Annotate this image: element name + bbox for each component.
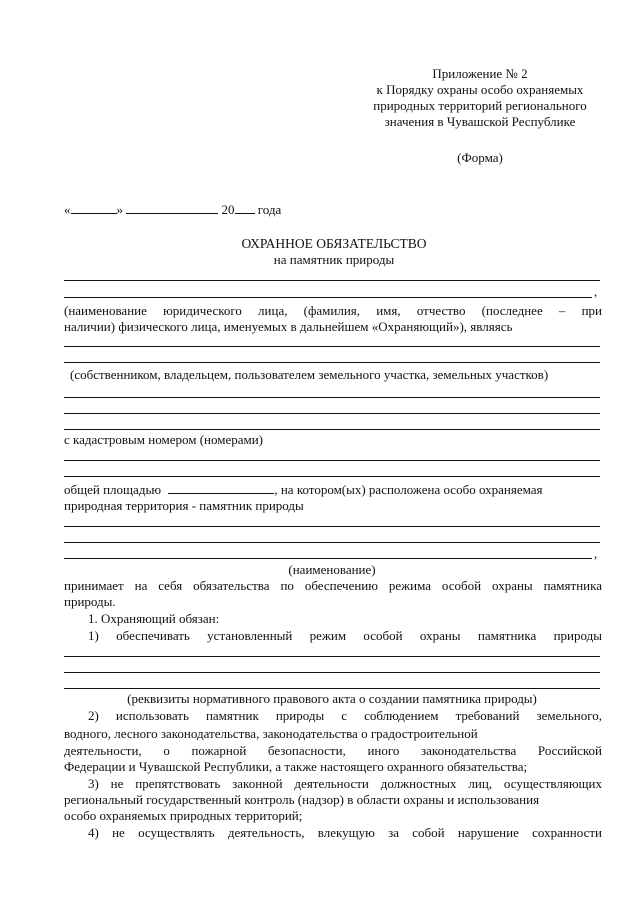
fill-line[interactable] [64, 688, 600, 689]
accept-line-1: принимает на себя обязательства по обеспечению режима особой охраны памятника [64, 578, 602, 593]
fill-line[interactable] [64, 280, 600, 281]
date-open-quote: « [64, 202, 71, 217]
obligation-1-note: (реквизиты нормативного правового акта о создании памятника природы) [127, 691, 537, 706]
accept-line-2: природы. [64, 594, 116, 609]
naim-note: (наименование) [288, 562, 376, 577]
form-label: (Форма) [457, 150, 503, 165]
year-prefix: 20 [221, 202, 235, 217]
date-close-quote: » [116, 202, 123, 217]
obligations-heading: 1. Охраняющий обязан: [88, 611, 220, 626]
header-line-1: Приложение № 2 [432, 66, 528, 81]
fill-line[interactable] [64, 460, 600, 461]
area-line [64, 482, 542, 498]
owner-note: (собственником, владельцем, пользователем земельного участка, земельных участков) [70, 367, 549, 382]
month-blank[interactable] [126, 202, 218, 214]
cadastral-label: с кадастровым номером (номерами) [64, 432, 264, 447]
obligation-3-line-3: особо охраняемых природных территорий; [64, 808, 303, 823]
comma: , [594, 546, 598, 561]
year-suffix: года [257, 202, 282, 217]
fill-line[interactable] [64, 542, 600, 543]
obligation-2-line-2: водного, лесного законодательства, законодательства о градостроительной [64, 726, 478, 741]
obligation-3-line-2: региональный государственный контроль (надзор) в области охраны и использования [64, 792, 540, 807]
date-line [64, 202, 281, 218]
year-blank[interactable] [235, 202, 255, 214]
obligation-4-line-1: 4) не осуществлять деятельность, влекущую за собой нарушение сохранности [88, 825, 602, 840]
document-title: ОХРАННОЕ ОБЯЗАТЕЛЬСТВО [241, 236, 427, 251]
fill-line[interactable] [64, 397, 600, 398]
area-suffix: , на котором(ых) расположена особо охраняемая [274, 482, 543, 497]
header-line-4: значения в Чувашской Республике [384, 114, 576, 129]
fill-line[interactable] [64, 297, 592, 298]
obligation-1: 1) обеспечивать установленный режим особой охраны памятника природы [88, 628, 602, 643]
name-note-line-1: (наименование юридического лица, (фамилия, имя, отчество (последнее – при [64, 303, 602, 318]
obligation-2-line-4: Федерации и Чувашской Республики, а также настоящего охранного обязательства; [64, 759, 528, 774]
fill-line[interactable] [64, 672, 600, 673]
fill-line[interactable] [64, 558, 592, 559]
fill-line[interactable] [64, 526, 600, 527]
document-subtitle: на памятник природы [273, 252, 395, 267]
fill-line[interactable] [64, 429, 600, 430]
obligation-2-line-1: 2) использовать памятник природы с соблюдением требований земельного, [88, 708, 602, 723]
fill-line[interactable] [64, 656, 600, 657]
obligation-2-line-3: деятельности, о пожарной безопасности, иного законодательства Российской [64, 743, 602, 758]
area-prefix: общей площадью [64, 482, 162, 497]
fill-line[interactable] [64, 346, 600, 347]
obligation-3-line-1: 3) не препятствовать законной деятельности должностных лиц, осуществляющих [88, 776, 602, 791]
day-blank[interactable] [71, 202, 117, 214]
comma: , [594, 284, 598, 299]
fill-line[interactable] [64, 362, 600, 363]
fill-line[interactable] [64, 413, 600, 414]
area-line-2: природная территория - памятник природы [64, 498, 304, 513]
header-line-3: природных территорий регионального [373, 98, 587, 113]
header-line-2: к Порядку охраны особо охраняемых [376, 82, 584, 97]
name-note-line-2: наличии) физического лица, именуемых в дальнейшем «Охраняющий»), являясь [64, 319, 513, 334]
area-blank[interactable] [168, 482, 274, 494]
fill-line[interactable] [64, 476, 600, 477]
